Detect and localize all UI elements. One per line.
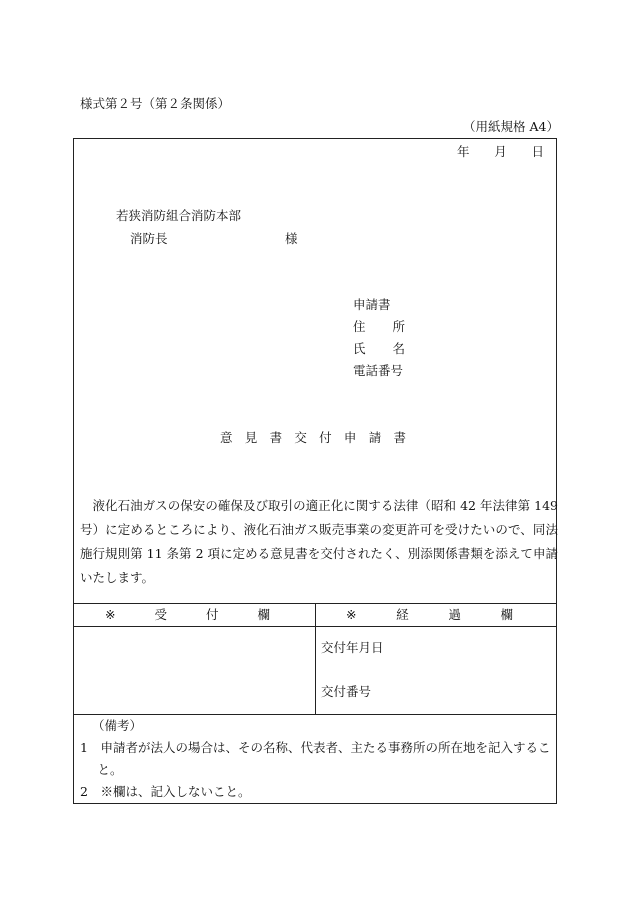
table-divider [315,603,316,714]
title-char: 申 [343,430,357,445]
body-paragraph: 液化石油ガスの保安の確保及び取引の適正化に関する法律（昭和 42 年法律第 149 号）に定めるところにより、液化石油ガス販売事業の変更許可を受けたいので、同法施行規則第 11 条第 2 項に定める意見書を交付されたく、別添関係書類を添えて申請いたします。 [80,498,558,585]
reception-header-char: ※ [105,607,116,622]
title-char: 書 [269,430,283,445]
note-item-2: 2 ※欄は、記入しないこと。 [80,784,251,799]
recipient-honorific: 様 [285,231,298,246]
progress-header-char: 過 [448,607,461,622]
recipient-org: 若狭消防組合消防本部 [116,208,242,223]
progress-header-char: 経 [396,607,409,622]
issue-date-label: 交付年月日 [321,640,384,655]
notes-heading: （備考） [92,718,143,733]
reception-header-char: 受 [154,607,167,622]
name-char-1: 氏 [353,341,366,356]
reception-header-char: 付 [205,607,219,622]
address-char-1: 住 [353,319,366,334]
address-char-2: 所 [392,319,405,334]
progress-header-char: ※ [346,607,357,622]
applicant-address-label [353,321,405,334]
reception-column-header [105,609,270,622]
notes-top-line [73,714,557,715]
date-day: 日 [531,144,544,159]
issue-number-label: 交付番号 [321,684,372,699]
title-char: 見 [244,430,258,445]
applicant-phone-label: 電話番号 [353,363,404,378]
document-title [220,432,406,445]
title-char: 交 [294,430,307,445]
application-body [80,494,558,590]
progress-column-header [346,609,513,622]
paper-size-note: （用紙規格 A4） [463,119,559,134]
date-year: 年 [457,144,470,159]
title-char: 請 [368,430,382,445]
note-item-1: 1 申請者が法人の場合は、その名称、代表者、主たる事務所の所在地を記入すること。 [80,740,551,777]
name-char-2: 名 [392,341,405,356]
reception-header-char: 欄 [257,607,270,622]
date-line [457,146,544,159]
form-number: 様式第２号（第２条関係） [80,96,231,111]
progress-header-char: 欄 [500,607,513,622]
title-char: 書 [393,430,406,445]
date-month: 月 [494,144,507,159]
recipient-title: 消防長 [130,231,168,246]
title-char: 付 [319,430,332,445]
title-char: 意 [220,430,233,445]
applicant-name-label [353,343,405,356]
applicant-heading: 申請書 [353,297,391,312]
